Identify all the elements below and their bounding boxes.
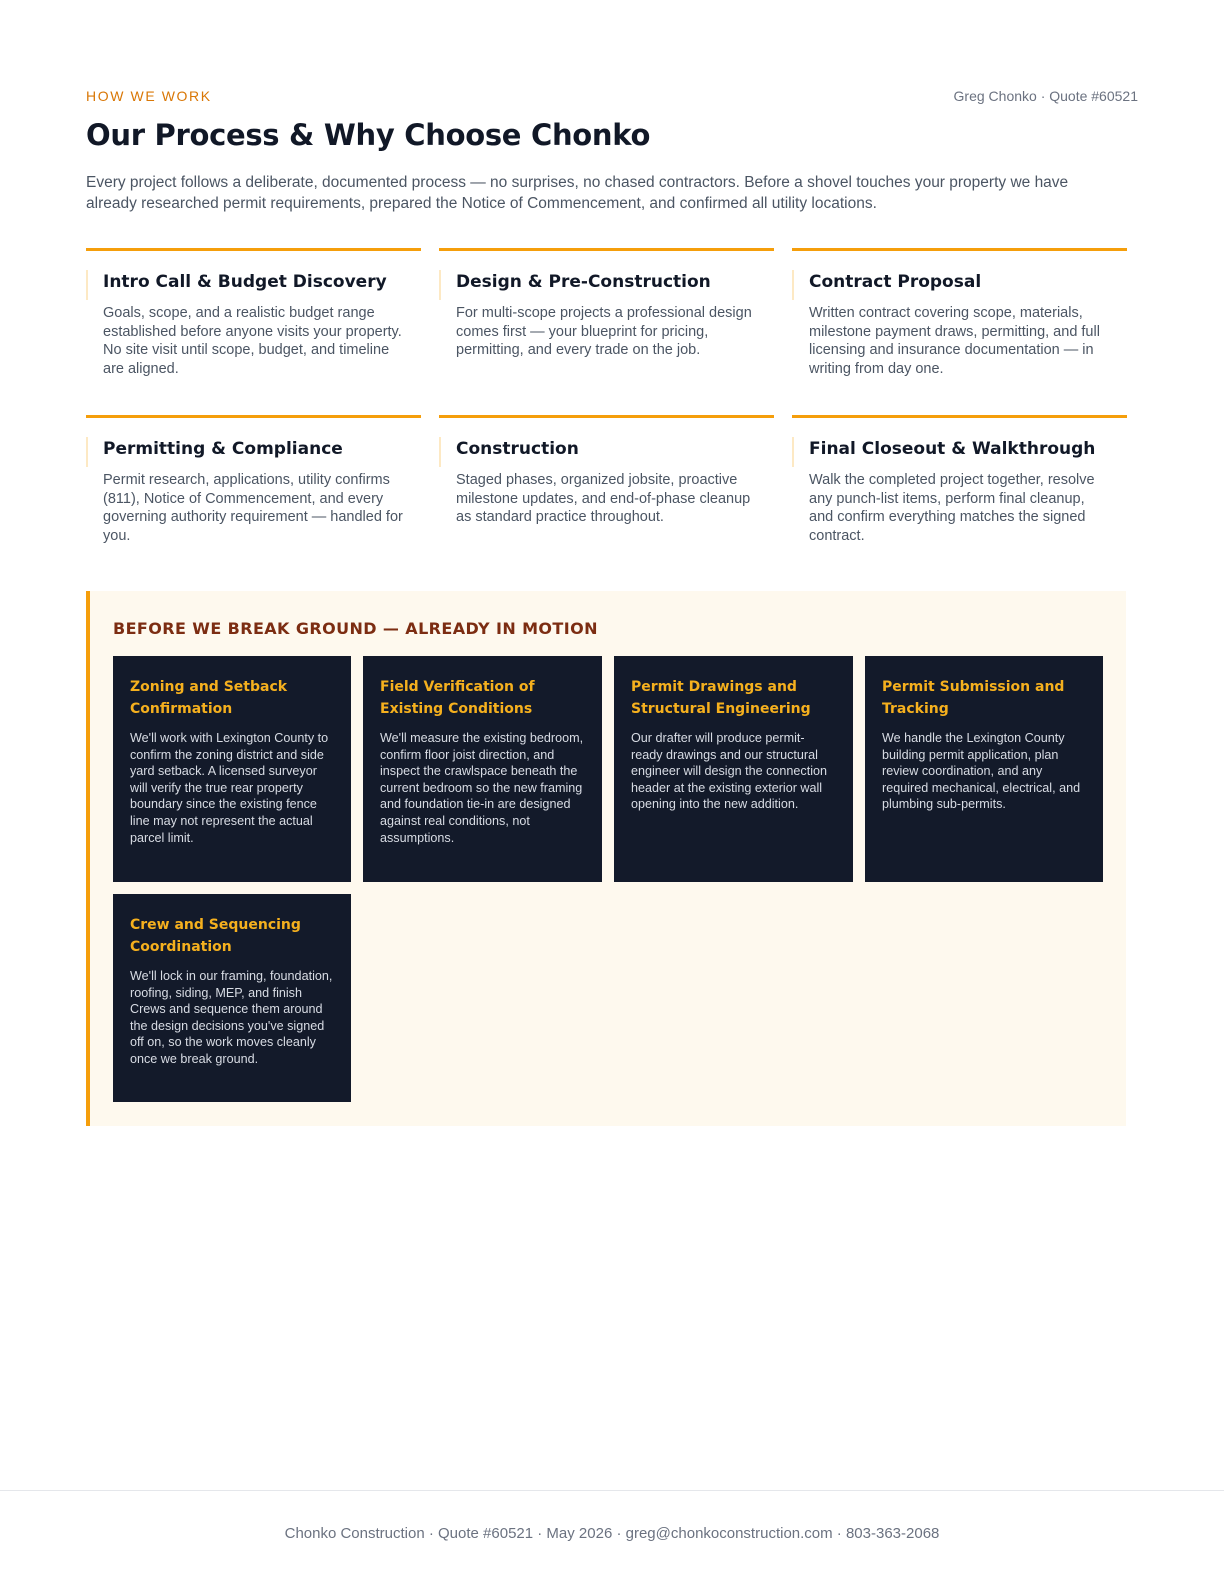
motion-card [113,656,351,882]
step-description: Permit research, applications, utility confirms (811), Notice of Commencement, and every governing authority requirement — handled for you. [103,472,403,544]
page-footer: Chonko Construction · Quote #60521 · May 2026 · greg@chonkoconstruction.com · 803-363-2068 [0,1490,1224,1542]
section-eyebrow: HOW WE WORK [86,88,212,104]
card-title: Permit Drawings and Structural Engineering [631,679,811,717]
step-title: Permitting & Compliance [103,439,343,459]
step-description: Goals, scope, and a realistic budget range established before anyone visits your property. No site visit until scope, budget, and timeline are aligned. [103,305,402,377]
motion-card [614,656,853,882]
process-page [86,88,1138,1126]
process-step [792,415,1127,551]
card-title: Permit Submission and Tracking [882,679,1065,717]
motion-cards [113,656,1102,1102]
step-title: Final Closeout & Walkthrough [809,439,1096,459]
step-description: Staged phases, organized jobsite, proactive milestone updates, and end-of-phase cleanup as standard practice throughout. [456,472,751,525]
process-step [792,248,1127,384]
card-description: We'll lock in our framing, foundation, roofing, siding, MEP, and finish Crews and sequence them around the design decisions you've signed off on, so the work moves cleanly once we break ground. [130,969,333,1066]
step-description: Written contract covering scope, materials, milestone payment draws, permitting, and full licensing and insurance documentation — in writing from day one. [809,305,1100,377]
panel-title: BEFORE WE BREAK GROUND — ALREADY IN MOTION [113,619,598,638]
card-description: We'll work with Lexington County to confirm the zoning district and side yard setback. A licensed surveyor will verify the true rear property boundary since the existing fence line may not represent the actual parcel limit. [130,731,329,845]
step-title: Design & Pre-Construction [456,272,711,292]
step-description: For multi-scope projects a professional design comes first — your blueprint for pricing, permitting, and every trade on the job. [456,305,752,358]
process-step [439,248,774,384]
card-title: Zoning and Setback Confirmation [130,679,288,717]
already-in-motion-panel [86,591,1126,1126]
card-description: We handle the Lexington County building permit application, plan review coordination, and any required mechanical, electrical, and plumbing sub-permits. [882,731,1081,812]
process-step [439,415,774,551]
card-description: We'll measure the existing bedroom, confirm floor joist direction, and inspect the crawlspace beneath the current bedroom so the new framing and foundation tie-in are designed against real conditions, not assumptions. [380,731,584,845]
card-description: Our drafter will produce permit-ready drawings and our structural engineer will design the connection header at the existing exterior wall opening into the new addition. [631,731,828,812]
step-title: Construction [456,439,579,459]
motion-card [865,656,1103,882]
header-row [86,88,1138,104]
step-title: Contract Proposal [809,272,982,292]
process-step [86,415,421,551]
motion-card [363,656,602,882]
step-title: Intro Call & Budget Discovery [103,272,387,292]
process-steps [86,248,1126,551]
card-title: Crew and Sequencing Coordination [130,917,301,955]
process-step [86,248,421,384]
step-description: Walk the completed project together, resolve any punch-list items, perform final cleanup, and confirm everything matches the signed contract. [809,472,1095,544]
card-title: Field Verification of Existing Conditions [380,679,535,717]
intro-paragraph: Every project follows a deliberate, documented process — no surprises, no chased contractors. Before a shovel touches your property we have already researched permit requirements, prepared the Notice of Commencement, and confirmed all utility locations. [86,174,1069,212]
motion-card [113,894,351,1102]
quote-meta: Greg Chonko · Quote #60521 [953,88,1138,104]
page-title: Our Process & Why Choose Chonko [86,118,651,152]
